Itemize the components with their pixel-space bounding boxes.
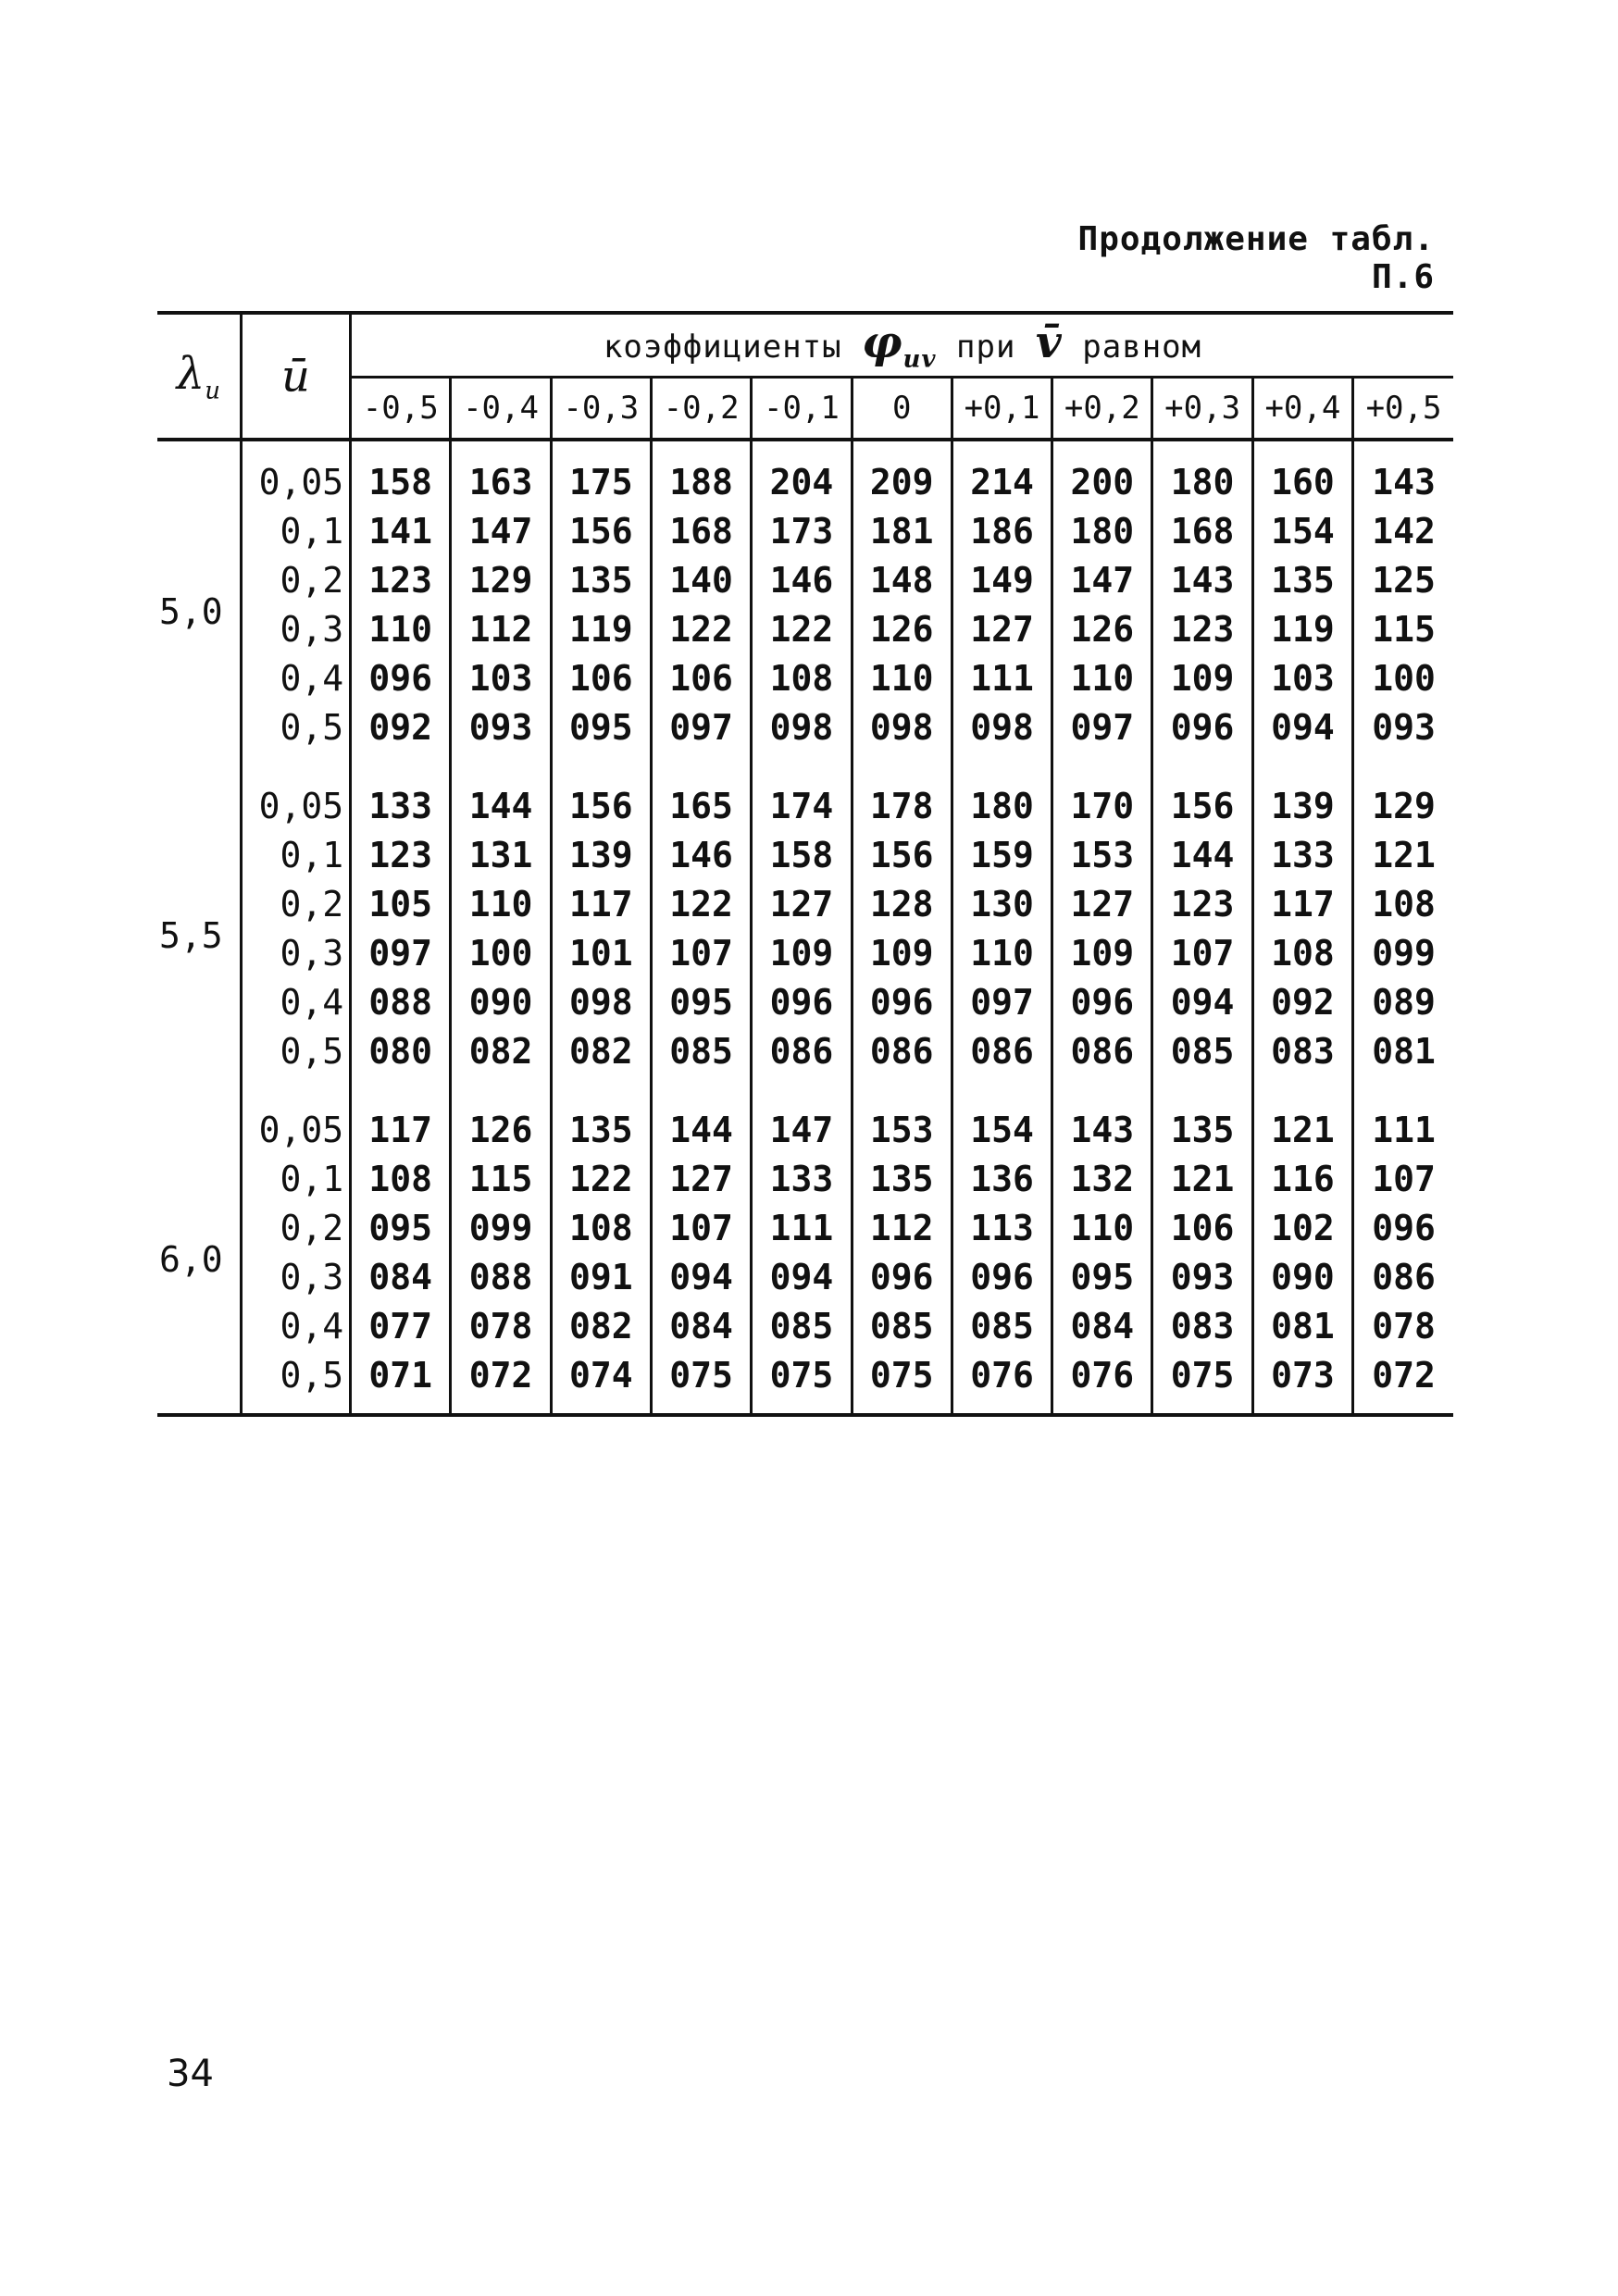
v-header-cell: -0,2 [651, 378, 751, 441]
coefficient-cell: 078 [1372, 1306, 1436, 1347]
coefficient-cell: 098 [551, 978, 651, 1027]
coefficient-cell: 089 [1372, 982, 1436, 1023]
coefficient-cell: 098 [752, 703, 852, 765]
v-header-cell: +0,2 [1052, 378, 1152, 441]
coefficient-cell: 083 [1152, 1302, 1252, 1351]
coefficient-cell: 146 [752, 556, 852, 605]
coefficient-cell: 156 [1152, 765, 1252, 831]
coefficient-cell: 102 [1252, 1204, 1352, 1253]
coefficient-cell: 093 [1372, 707, 1436, 748]
coefficient-cell: 168 [651, 507, 751, 556]
coefficient-cell: 122 [651, 605, 751, 654]
table-row [157, 831, 1453, 880]
lambda-symbol: λ [176, 347, 205, 400]
coefficient-cell: 093 [451, 703, 551, 765]
coefficient-cell: 091 [551, 1253, 651, 1302]
coefficient-cell: 107 [651, 1204, 751, 1253]
coefficient-cell: 075 [752, 1351, 852, 1413]
coefficient-cell: 094 [651, 1253, 751, 1302]
coefficient-cell: 121 [1152, 1155, 1252, 1204]
coefficient-cell: 092 [1252, 978, 1352, 1027]
coefficient-cell: 090 [1252, 1253, 1352, 1302]
coefficient-cell: 090 [451, 978, 551, 1027]
coefficient-cell: 110 [1052, 654, 1152, 703]
header-lambda [157, 315, 241, 440]
coefficient-cell: 110 [1052, 1204, 1152, 1253]
phi-symbol: $\varphi_{uv}$ [862, 316, 937, 374]
lambda-subscript: и [205, 377, 220, 405]
coefficient-cell: 110 [852, 654, 952, 703]
coefficient-cell: 135 [1252, 556, 1352, 605]
coefficient-cell: 088 [351, 978, 451, 1027]
coefficient-cell: 112 [451, 605, 551, 654]
coefficient-cell: 126 [451, 1089, 551, 1155]
coefficient-cell: 086 [852, 1027, 952, 1089]
coefficient-cell: 117 [351, 1089, 451, 1155]
coefficient-cell: 178 [852, 765, 952, 831]
coefficient-cell: 111 [1372, 1110, 1436, 1150]
coefficient-cell: 086 [1052, 1027, 1152, 1089]
u-value: 0,1 [241, 1155, 350, 1204]
coefficient-cell: 122 [551, 1155, 651, 1204]
coefficient-cell: 075 [1152, 1351, 1252, 1413]
coefficient-cell: 174 [752, 765, 852, 831]
coefficient-cell: 127 [952, 605, 1052, 654]
coefficient-cell: 160 [1252, 440, 1352, 507]
coefficient-cell: 085 [952, 1302, 1052, 1351]
table-row [157, 605, 1453, 654]
coefficient-cell: 144 [451, 765, 551, 831]
coefficient-cell: 128 [852, 880, 952, 929]
coefficient-cell: 108 [551, 1204, 651, 1253]
coefficient-cell: 136 [952, 1155, 1052, 1204]
coefficient-cell: 086 [952, 1027, 1052, 1089]
table-row [157, 1253, 1453, 1302]
coefficient-cell: 109 [752, 929, 852, 978]
table-row [157, 978, 1453, 1027]
coefficient-cell: 096 [1152, 703, 1252, 765]
coefficient-cell: 180 [1052, 507, 1152, 556]
coefficient-cell: 123 [1152, 880, 1252, 929]
coefficient-cell: 107 [1152, 929, 1252, 978]
coefficient-cell: 103 [1252, 654, 1352, 703]
table-row [157, 929, 1453, 978]
coefficient-cell: 100 [1372, 658, 1436, 699]
table-row [157, 1155, 1453, 1204]
coefficient-cell: 144 [651, 1089, 751, 1155]
u-value: 0,05 [241, 765, 350, 831]
coefficient-cell: 135 [551, 556, 651, 605]
coefficient-cell: 076 [952, 1351, 1052, 1413]
coefficient-cell: 096 [852, 978, 952, 1027]
coefficient-cell: 175 [551, 440, 651, 507]
coefficient-cell: 097 [952, 978, 1052, 1027]
coefficient-cell: 106 [651, 654, 751, 703]
coefficient-cell: 112 [852, 1204, 952, 1253]
coefficient-cell: 147 [451, 507, 551, 556]
coefficient-cell: 074 [551, 1351, 651, 1413]
coefficient-cell: 094 [1152, 978, 1252, 1027]
coefficient-cell: 117 [1252, 880, 1352, 929]
coefficient-cell: 133 [1252, 831, 1352, 880]
v-header-cell: +0,3 [1152, 378, 1252, 441]
coefficient-cell: 154 [1252, 507, 1352, 556]
coefficient-cell: 081 [1372, 1031, 1436, 1072]
coefficient-cell: 146 [651, 831, 751, 880]
u-value: 0,1 [241, 831, 350, 880]
coefficient-cell: 132 [1052, 1155, 1152, 1204]
coefficient-cell: 133 [752, 1155, 852, 1204]
coefficient-cell: 163 [451, 440, 551, 507]
coefficient-cell: 109 [852, 929, 952, 978]
coefficient-cell: 084 [1052, 1302, 1152, 1351]
coefficient-cell: 123 [1152, 605, 1252, 654]
u-value: 0,3 [241, 1253, 350, 1302]
coefficient-cell: 153 [1052, 831, 1152, 880]
coefficient-cell: 109 [1052, 929, 1152, 978]
coefficient-cell: 116 [1252, 1155, 1352, 1204]
table-body [157, 440, 1453, 1413]
v-header-cell: -0,1 [752, 378, 852, 441]
coefficient-cell: 088 [451, 1253, 551, 1302]
coefficient-cell: 143 [1372, 462, 1436, 503]
coef-prefix: коэффициенты [603, 329, 842, 366]
coefficient-cell: 096 [351, 654, 451, 703]
coefficient-cell: 076 [1052, 1351, 1152, 1413]
coefficient-cell: 096 [952, 1253, 1052, 1302]
coefficient-cell: 100 [451, 929, 551, 978]
coefficient-cell: 093 [1152, 1253, 1252, 1302]
coefficient-cell: 122 [752, 605, 852, 654]
coefficient-cell: 147 [752, 1089, 852, 1155]
coefficient-cell: 142 [1372, 511, 1436, 552]
coefficient-cell: 086 [752, 1027, 852, 1089]
table-caption: Продолжение табл. П.6 [1077, 220, 1435, 296]
u-value: 0,5 [241, 703, 350, 765]
coefficient-cell: 126 [852, 605, 952, 654]
coefficient-cell: 082 [451, 1027, 551, 1089]
coefficient-cell: 072 [1372, 1355, 1436, 1396]
coefficient-cell: 101 [551, 929, 651, 978]
table-row [157, 507, 1453, 556]
coefficient-cell: 158 [351, 440, 451, 507]
coefficient-cell: 123 [351, 831, 451, 880]
coefficient-cell: 139 [551, 831, 651, 880]
v-header-cell: 0 [852, 378, 952, 441]
coefficient-cell: 119 [551, 605, 651, 654]
coefficient-cell: 078 [451, 1302, 551, 1351]
coefficient-cell: 200 [1052, 440, 1152, 507]
coefficient-cell: 098 [952, 703, 1052, 765]
coefficient-cell: 135 [852, 1155, 952, 1204]
table-row [157, 440, 1453, 507]
header-coefficients [351, 315, 1453, 378]
coefficient-cell: 075 [852, 1351, 952, 1413]
coefficient-cell: 108 [351, 1155, 451, 1204]
coefficient-cell: 085 [752, 1302, 852, 1351]
coefficient-cell: 073 [1252, 1351, 1352, 1413]
coefficient-cell: 129 [1372, 786, 1436, 826]
lambda-value: 5,0 [157, 440, 241, 765]
coefficient-cell: 096 [1372, 1208, 1436, 1248]
coefficient-cell: 086 [1372, 1257, 1436, 1297]
coefficient-cell: 165 [651, 765, 751, 831]
coefficient-cell: 188 [651, 440, 751, 507]
table-row [157, 765, 1453, 831]
coefficient-cell: 143 [1152, 556, 1252, 605]
v-header-cell: +0,5 [1353, 378, 1453, 441]
u-value: 0,05 [241, 1089, 350, 1155]
table-row [157, 1089, 1453, 1155]
coefficient-cell: 168 [1152, 507, 1252, 556]
coefficient-cell: 135 [551, 1089, 651, 1155]
v-header-cell: -0,3 [551, 378, 651, 441]
coefficient-cell: 085 [1152, 1027, 1252, 1089]
coefficient-cell: 121 [1372, 835, 1436, 875]
coefficient-cell: 214 [952, 440, 1052, 507]
table-row [157, 703, 1453, 765]
coefficient-cell: 081 [1252, 1302, 1352, 1351]
coefficient-cell: 110 [451, 880, 551, 929]
u-value: 0,3 [241, 605, 350, 654]
coefficient-cell: 140 [651, 556, 751, 605]
table-row [157, 1351, 1453, 1413]
v-header-row [157, 378, 1453, 441]
coefficient-cell: 186 [952, 507, 1052, 556]
coefficient-cell: 127 [651, 1155, 751, 1204]
coefficient-cell: 108 [1372, 884, 1436, 925]
coef-mid: при [956, 329, 1016, 366]
coefficient-cell: 106 [1152, 1204, 1252, 1253]
coefficient-cell: 131 [451, 831, 551, 880]
coefficient-cell: 144 [1152, 831, 1252, 880]
u-value: 0,05 [241, 440, 350, 507]
u-value: 0,5 [241, 1351, 350, 1413]
coefficient-cell: 127 [1052, 880, 1152, 929]
coefficient-cell: 099 [451, 1204, 551, 1253]
coefficient-cell: 154 [952, 1089, 1052, 1155]
table-row [157, 1302, 1453, 1351]
coefficient-cell: 084 [351, 1253, 451, 1302]
coefficient-cell: 107 [651, 929, 751, 978]
coefficient-cell: 121 [1252, 1089, 1352, 1155]
v-symbol: v̄ [1035, 316, 1063, 369]
coefficient-cell: 096 [752, 978, 852, 1027]
u-value: 0,4 [241, 978, 350, 1027]
coefficient-cell: 097 [351, 929, 451, 978]
coefficient-cell: 082 [551, 1027, 651, 1089]
coefficient-cell: 075 [651, 1351, 751, 1413]
coefficient-cell: 129 [451, 556, 551, 605]
coefficient-cell: 119 [1252, 605, 1352, 654]
u-value: 0,1 [241, 507, 350, 556]
coefficient-cell: 204 [752, 440, 852, 507]
v-header-cell: +0,4 [1252, 378, 1352, 441]
coefficient-cell: 106 [551, 654, 651, 703]
coefficient-cell: 085 [852, 1302, 952, 1351]
coefficient-cell: 122 [651, 880, 751, 929]
v-header-cell: -0,4 [451, 378, 551, 441]
coefficient-cell: 110 [351, 605, 451, 654]
coefficient-cell: 095 [551, 703, 651, 765]
u-value: 0,5 [241, 1027, 350, 1089]
coefficient-cell: 107 [1372, 1159, 1436, 1199]
v-header-cell: +0,1 [952, 378, 1052, 441]
coefficient-cell: 141 [351, 507, 451, 556]
table-row [157, 556, 1453, 605]
coefficient-cell: 113 [952, 1204, 1052, 1253]
coefficient-cell: 143 [1052, 1089, 1152, 1155]
coefficient-cell: 080 [351, 1027, 451, 1089]
coefficient-cell: 083 [1252, 1027, 1352, 1089]
v-header-cell: -0,5 [351, 378, 451, 441]
coefficient-cell: 115 [451, 1155, 551, 1204]
coefficient-cell: 095 [351, 1204, 451, 1253]
coefficient-cell: 096 [1052, 978, 1152, 1027]
coefficient-cell: 135 [1152, 1089, 1252, 1155]
coefficient-cell: 159 [952, 831, 1052, 880]
coefficient-cell: 153 [852, 1089, 952, 1155]
coefficient-cell: 095 [651, 978, 751, 1027]
coefficient-cell: 097 [651, 703, 751, 765]
coefficient-cell: 127 [752, 880, 852, 929]
coefficient-cell: 130 [952, 880, 1052, 929]
coefficient-cell: 085 [651, 1027, 751, 1089]
coefficient-cell: 125 [1372, 560, 1436, 601]
coefficient-cell: 082 [551, 1302, 651, 1351]
table-row [157, 654, 1453, 703]
lambda-value: 5,5 [157, 765, 241, 1089]
coefficient-cell: 147 [1052, 556, 1152, 605]
coefficient-cell: 111 [752, 1204, 852, 1253]
coefficient-cell: 109 [1152, 654, 1252, 703]
coefficient-cell: 099 [1372, 933, 1436, 974]
coefficient-cell: 108 [1252, 929, 1352, 978]
coefficient-cell: 115 [1372, 609, 1436, 650]
coefficient-cell: 156 [551, 765, 651, 831]
coefficient-cell: 072 [451, 1351, 551, 1413]
coefficient-cell: 139 [1252, 765, 1352, 831]
coefficient-cell: 096 [852, 1253, 952, 1302]
coefficient-cell: 095 [1052, 1253, 1152, 1302]
u-value: 0,4 [241, 1302, 350, 1351]
coefficient-cell: 094 [1252, 703, 1352, 765]
coefficient-cell: 180 [1152, 440, 1252, 507]
coefficient-cell: 180 [952, 765, 1052, 831]
coefficient-cell: 133 [351, 765, 451, 831]
table-row [157, 1204, 1453, 1253]
coefficient-cell: 149 [952, 556, 1052, 605]
lambda-value: 6,0 [157, 1089, 241, 1413]
table-row [157, 1027, 1453, 1089]
coefficient-cell: 097 [1052, 703, 1152, 765]
coefficient-cell: 181 [852, 507, 952, 556]
u-value: 0,4 [241, 654, 350, 703]
coefficient-cell: 111 [952, 654, 1052, 703]
coefficient-cell: 158 [752, 831, 852, 880]
coefficient-cell: 117 [551, 880, 651, 929]
u-value: 0,2 [241, 556, 350, 605]
coefficient-cell: 209 [852, 440, 952, 507]
coefficient-cell: 123 [351, 556, 451, 605]
table [157, 315, 1453, 1413]
coefficient-cell: 084 [651, 1302, 751, 1351]
coefficient-cell: 103 [451, 654, 551, 703]
coefficient-cell: 098 [852, 703, 952, 765]
u-value: 0,2 [241, 1204, 350, 1253]
page-number: 34 [167, 2053, 214, 2095]
coefficient-table [157, 311, 1453, 1417]
coefficient-cell: 156 [551, 507, 651, 556]
coefficient-cell: 110 [952, 929, 1052, 978]
u-value: 0,3 [241, 929, 350, 978]
coefficient-cell: 173 [752, 507, 852, 556]
header-u: ū [241, 315, 350, 440]
coefficient-cell: 105 [351, 880, 451, 929]
coefficient-cell: 092 [351, 703, 451, 765]
coefficient-cell: 170 [1052, 765, 1152, 831]
coefficient-cell: 108 [752, 654, 852, 703]
coefficient-cell: 071 [351, 1351, 451, 1413]
table-row [157, 880, 1453, 929]
coefficient-cell: 094 [752, 1253, 852, 1302]
coefficient-cell: 077 [351, 1302, 451, 1351]
coefficient-cell: 156 [852, 831, 952, 880]
coefficient-cell: 148 [852, 556, 952, 605]
coef-suffix: равном [1082, 329, 1202, 366]
u-value: 0,2 [241, 880, 350, 929]
coefficient-cell: 126 [1052, 605, 1152, 654]
